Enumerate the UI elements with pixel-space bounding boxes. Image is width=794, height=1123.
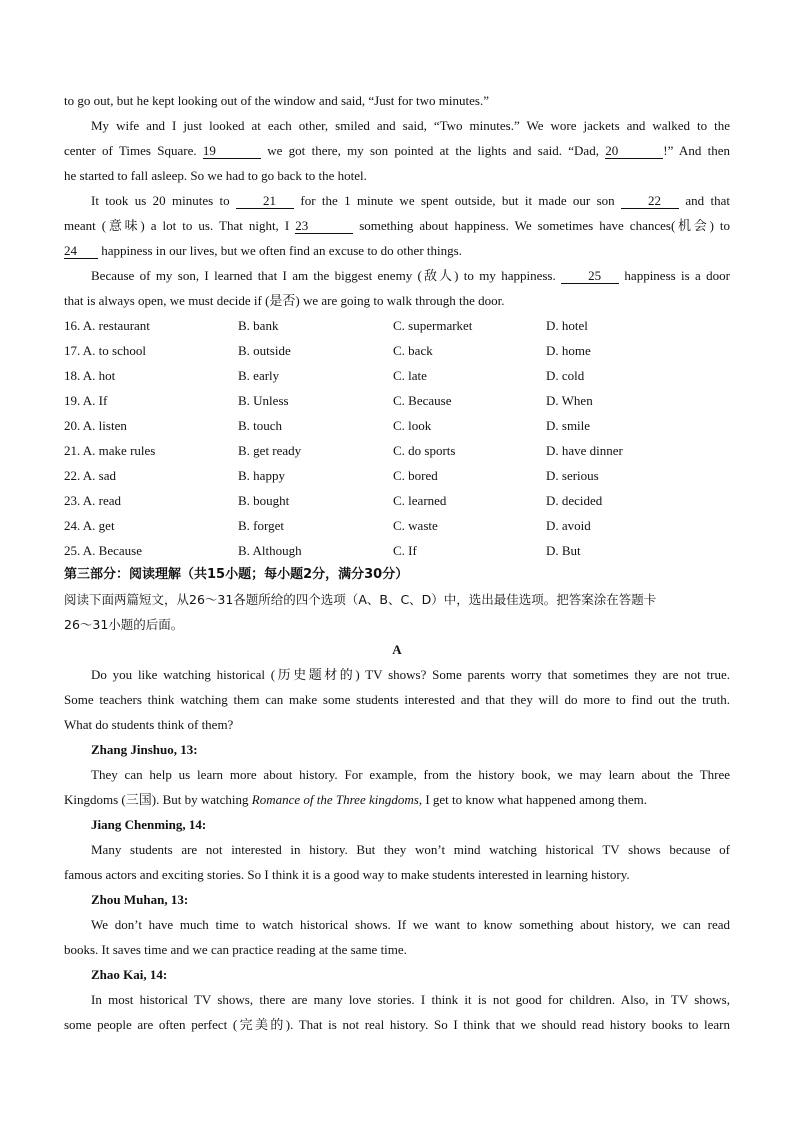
- passage-line: It took us 20 minutes to 21 for the 1 minute we spent outside, but it made our son 22 and that: [91, 193, 730, 208]
- option[interactable]: 22. A. sad: [64, 468, 116, 483]
- passage-line: My wife and I just looked at each other, smiled and said, “Two minutes.” We wore jackets and walked to the: [91, 118, 730, 133]
- passage-line: Do you like watching historical (历史题材的) TV shows? Some parents worry that sometimes they are not true.: [91, 667, 730, 682]
- option[interactable]: C. learned: [393, 493, 447, 508]
- blank-23[interactable]: 23: [295, 219, 353, 234]
- passage-line: 24 happiness in our lives, but we often find an excuse to do other things.: [64, 243, 462, 258]
- blank-22[interactable]: 22: [621, 194, 679, 209]
- option[interactable]: B. get ready: [238, 443, 302, 458]
- option[interactable]: C. back: [393, 343, 433, 358]
- passage-line: famous actors and exciting stories. So I think it is a good way to make students interested in learning history.: [64, 867, 630, 882]
- option[interactable]: B. early: [238, 368, 280, 383]
- passage-line: center of Times Square. 19 we got there, my son pointed at the lights and said. “Dad, 20 !” And then: [64, 143, 730, 158]
- student-name: Zhou Muhan, 13:: [91, 892, 189, 907]
- passage-line: Kingdoms (三国). But by watching Romance of the Three kingdoms, I get to know what happened among them.: [64, 792, 647, 807]
- option[interactable]: C. bored: [393, 468, 438, 483]
- blank-19[interactable]: 19: [203, 144, 261, 159]
- option[interactable]: C. Because: [393, 393, 452, 408]
- option[interactable]: 23. A. read: [64, 493, 122, 508]
- option[interactable]: 16. A. restaurant: [64, 318, 150, 333]
- passage-line: Some teachers think watching them can make some students interested and that they will do more to find out the truth.: [64, 692, 730, 707]
- option[interactable]: 19. A. If: [64, 393, 108, 408]
- passage-line: he started to fall asleep. So we had to go back to the hotel.: [64, 168, 367, 183]
- passage-line: Because of my son, I learned that I am the biggest enemy (敌人) to my happiness. 25 happiness is a door: [91, 268, 730, 283]
- passage-line: Many students are not interested in history. But they won’t mind watching historical TV shows because of: [91, 842, 730, 857]
- section-instruction: 阅读下面两篇短文，从26～31各题所给的四个选项（A、B、C、D）中，选出最佳选项。把答案涂在答题卡: [64, 592, 657, 607]
- passage-line: to go out, but he kept looking out of the window and said, “Just for two minutes.”: [64, 93, 489, 108]
- option[interactable]: B. Although: [238, 543, 302, 558]
- option[interactable]: C. supermarket: [393, 318, 473, 333]
- option[interactable]: 25. A. Because: [64, 543, 142, 558]
- section-heading: 第三部分：阅读理解（共15小题；每小题2分，满分30分）: [64, 567, 409, 582]
- passage-line: meant (意味) a lot to us. That night, I 23 something about happiness. We sometimes have chances(机会) to: [64, 218, 730, 233]
- passage-line: books. It saves time and we can practice reading at the same time.: [64, 942, 407, 957]
- passage-label: A: [392, 642, 402, 657]
- option[interactable]: B. Unless: [238, 393, 289, 408]
- option[interactable]: 20. A. listen: [64, 418, 127, 433]
- option[interactable]: B. outside: [238, 343, 291, 358]
- option[interactable]: D. But: [546, 543, 581, 558]
- blank-20[interactable]: 20: [605, 144, 663, 159]
- option[interactable]: B. bank: [238, 318, 279, 333]
- book-title: Romance of the Three kingdoms: [251, 792, 419, 807]
- blank-21[interactable]: 21: [236, 194, 294, 209]
- option[interactable]: 18. A. hot: [64, 368, 116, 383]
- passage-line: What do students think of them?: [64, 717, 234, 732]
- option[interactable]: B. forget: [238, 518, 284, 533]
- option[interactable]: D. home: [546, 343, 591, 358]
- option[interactable]: C. waste: [393, 518, 438, 533]
- option[interactable]: D. have dinner: [546, 443, 623, 458]
- option[interactable]: D. avoid: [546, 518, 591, 533]
- passage-line: that is always open, we must decide if (是否) we are going to walk through the door.: [64, 293, 505, 308]
- exam-page: [64, 88, 730, 1037]
- blank-25[interactable]: 25: [561, 269, 619, 284]
- option[interactable]: B. touch: [238, 418, 283, 433]
- option[interactable]: 21. A. make rules: [64, 443, 156, 458]
- option[interactable]: C. If: [393, 543, 417, 558]
- option[interactable]: D. hotel: [546, 318, 588, 333]
- option[interactable]: D. cold: [546, 368, 585, 383]
- passage-line: We don’t have much time to watch historical shows. If we want to know something about history, we can read: [91, 917, 730, 932]
- option[interactable]: D. smile: [546, 418, 591, 433]
- student-name: Zhang Jinshuo, 13:: [91, 742, 198, 757]
- section-instruction: 26～31小题的后面。: [64, 617, 184, 632]
- option[interactable]: C. late: [393, 368, 427, 383]
- option[interactable]: B. bought: [238, 493, 290, 508]
- option[interactable]: D. serious: [546, 468, 599, 483]
- passage-line: In most historical TV shows, there are many love stories. I think it is not good for children. Also, in TV shows,: [91, 992, 730, 1007]
- passage-line: some people are often perfect (完美的). That is not real history. So I think that we should read history books to learn: [64, 1017, 730, 1032]
- option[interactable]: D. When: [546, 393, 593, 408]
- option[interactable]: C. do sports: [393, 443, 456, 458]
- student-name: Jiang Chenming, 14:: [91, 817, 207, 832]
- option[interactable]: B. happy: [238, 468, 285, 483]
- option[interactable]: 17. A. to school: [64, 343, 146, 358]
- option[interactable]: 24. A. get: [64, 518, 115, 533]
- option[interactable]: C. look: [393, 418, 432, 433]
- options-grid: [64, 313, 730, 563]
- blank-24[interactable]: 24: [64, 244, 98, 259]
- passage-line: They can help us learn more about history. For example, from the history book, we may learn about the Three: [91, 767, 730, 782]
- student-name: Zhao Kai, 14:: [91, 967, 168, 982]
- option[interactable]: D. decided: [546, 493, 603, 508]
